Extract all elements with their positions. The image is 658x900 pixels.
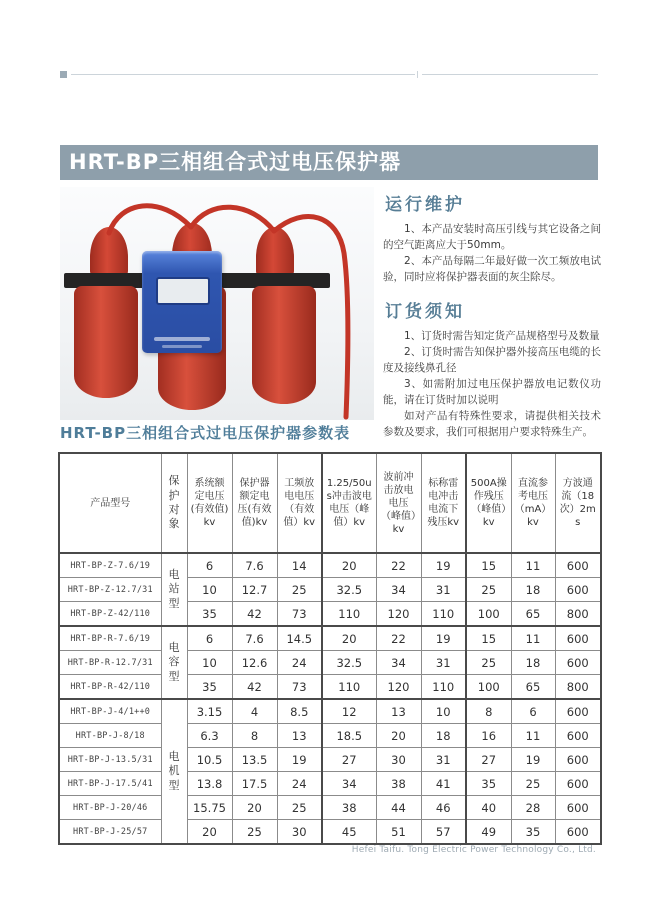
table-cell-model: HRT-BP-Z-12.7/31 [59, 578, 161, 602]
table-cell-value: 16 [466, 724, 511, 748]
table-header-col-9: 直流参考电压（mA）kv [511, 453, 555, 553]
table-cell-value: 7.6 [232, 553, 277, 578]
table-cell-value: 8 [466, 699, 511, 724]
product-photo [60, 187, 374, 420]
table-cell-value: 18 [421, 724, 466, 748]
table-cell-value: 600 [555, 820, 601, 845]
table-cell-value: 11 [511, 724, 555, 748]
ordering-paragraph-3: 3、如需附加过电压保护器放电记数仪功能，请在订货时加以说明 [383, 378, 601, 406]
table-cell-value: 6.3 [187, 724, 232, 748]
table-cell-value: 42 [232, 675, 277, 700]
table-cell-value: 40 [466, 796, 511, 820]
table-cell-model: HRT-BP-J-25/57 [59, 820, 161, 845]
table-cell-value: 20 [232, 796, 277, 820]
table-cell-value: 38 [376, 772, 421, 796]
table-cell-value: 42 [232, 602, 277, 627]
table-cell-value: 24 [277, 772, 322, 796]
table-cell-model: HRT-BP-J-13.5/31 [59, 748, 161, 772]
table-cell-value: 27 [322, 748, 376, 772]
table-cell-value: 800 [555, 675, 601, 700]
table-cell-value: 25 [232, 820, 277, 845]
table-cell-value: 19 [421, 553, 466, 578]
rule-tick [417, 71, 418, 78]
table-row [59, 578, 601, 602]
table-cell-value: 10.5 [187, 748, 232, 772]
table-cell-value: 110 [322, 675, 376, 700]
table-header-col-8: 500A操作残压（峰值）kv [466, 453, 511, 553]
table-cell-value: 4 [232, 699, 277, 724]
table-cell-value: 14.5 [277, 626, 322, 651]
table-cell-value: 20 [187, 820, 232, 845]
table-cell-value: 35 [187, 675, 232, 700]
table-cell-value: 30 [376, 748, 421, 772]
table-cell-value: 31 [421, 748, 466, 772]
table-cell-value: 38 [322, 796, 376, 820]
table-row [59, 602, 601, 627]
table-group-label: 电机型 [161, 699, 187, 844]
table-cell-value: 13 [277, 724, 322, 748]
table-cell-value: 19 [511, 748, 555, 772]
table-cell-value: 25 [466, 651, 511, 675]
table-cell-value: 7.6 [232, 626, 277, 651]
table-cell-value: 600 [555, 699, 601, 724]
table-row [59, 651, 601, 675]
table-cell-value: 600 [555, 748, 601, 772]
table-cell-value: 45 [322, 820, 376, 845]
table-cell-value: 20 [376, 724, 421, 748]
table-cell-value: 600 [555, 626, 601, 651]
table-row [59, 553, 601, 578]
table-header-row [59, 453, 601, 553]
section-title-maintenance: 运行维护 [385, 195, 465, 215]
ordering-paragraph-4: 如对产品有特殊性要求，请提供相关技术参数及要求，我们可根据用户要求特殊生产。 [383, 410, 601, 438]
table-row [59, 699, 601, 724]
table-row [59, 820, 601, 845]
table-cell-value: 6 [187, 553, 232, 578]
table-cell-value: 28 [511, 796, 555, 820]
table-cell-value: 35 [187, 602, 232, 627]
table-cell-value: 14 [277, 553, 322, 578]
table-cell-model: HRT-BP-Z-42/110 [59, 602, 161, 627]
table-cell-value: 10 [421, 699, 466, 724]
table-header-col-10: 方波通流（18次）2ms [555, 453, 601, 553]
table-cell-value: 57 [421, 820, 466, 845]
maintenance-paragraph-2: 2、本产品每隔二年最好做一次工频放电试验，同时应将保护器表面的灰尘除尽。 [383, 255, 601, 283]
table-cell-value: 31 [421, 651, 466, 675]
table-cell-value: 6 [187, 626, 232, 651]
table-cell-value: 34 [376, 651, 421, 675]
table-cell-value: 19 [421, 626, 466, 651]
table-header-col-3: 保护器额定电压(有效值)kv [232, 453, 277, 553]
table-cell-value: 11 [511, 553, 555, 578]
table-cell-value: 25 [466, 578, 511, 602]
table-group-label: 电站型 [161, 553, 187, 626]
page-title: HRT-BP三相组合式过电压保护器 [69, 150, 402, 174]
rule-line-right [422, 74, 598, 75]
table-cell-value: 18 [511, 651, 555, 675]
table-cell-value: 15.75 [187, 796, 232, 820]
table-cell-value: 24 [277, 651, 322, 675]
table-cell-value: 100 [466, 675, 511, 700]
table-row [59, 748, 601, 772]
table-cell-value: 34 [376, 578, 421, 602]
table-cell-value: 65 [511, 675, 555, 700]
table-cell-value: 8.5 [277, 699, 322, 724]
table-cell-value: 10 [187, 651, 232, 675]
table-cell-value: 600 [555, 553, 601, 578]
table-cell-model: HRT-BP-J-8/18 [59, 724, 161, 748]
table-cell-model: HRT-BP-R-42/110 [59, 675, 161, 700]
table-cell-value: 22 [376, 553, 421, 578]
footer-company-name: Hefei Taifu. Tong Electric Power Technology Co., Ltd. [351, 845, 596, 855]
table-cell-value: 25 [511, 772, 555, 796]
table-cell-value: 18 [511, 578, 555, 602]
table-cell-model: HRT-BP-J-17.5/41 [59, 772, 161, 796]
table-cell-value: 30 [277, 820, 322, 845]
table-row [59, 626, 601, 651]
table-cell-value: 6 [511, 699, 555, 724]
info-column [383, 190, 601, 440]
table-cell-value: 32.5 [322, 578, 376, 602]
table-title: HRT-BP三相组合式过电压保护器参数表 [60, 424, 351, 442]
table-cell-model: HRT-BP-R-12.7/31 [59, 651, 161, 675]
table-cell-value: 15 [466, 553, 511, 578]
ordering-paragraph-2: 2、订货时需告知保护器外接高压电缆的长度及接线鼻孔径 [383, 346, 601, 374]
table-cell-value: 8 [232, 724, 277, 748]
table-cell-value: 32.5 [322, 651, 376, 675]
table-cell-value: 31 [421, 578, 466, 602]
table-cell-value: 100 [466, 602, 511, 627]
page-title-bar [60, 145, 598, 180]
table-row [59, 796, 601, 820]
table-cell-value: 800 [555, 602, 601, 627]
table-cell-value: 25 [277, 796, 322, 820]
table-row [59, 724, 601, 748]
table-cell-value: 12.6 [232, 651, 277, 675]
table-group-label: 电容型 [161, 626, 187, 699]
table-cell-value: 13.8 [187, 772, 232, 796]
table-row [59, 772, 601, 796]
table-cell-value: 34 [322, 772, 376, 796]
table-cell-value: 41 [421, 772, 466, 796]
table-header-col-6: 波前冲击放电电压（峰值）kv [376, 453, 421, 553]
table-cell-value: 110 [421, 675, 466, 700]
parameters-table [58, 452, 602, 845]
table-cell-value: 600 [555, 724, 601, 748]
top-rule [60, 71, 598, 80]
table-cell-value: 12 [322, 699, 376, 724]
table-cell-value: 20 [322, 626, 376, 651]
table-cell-model: HRT-BP-R-7.6/19 [59, 626, 161, 651]
table-cell-value: 65 [511, 602, 555, 627]
table-cell-value: 19 [277, 748, 322, 772]
table-cell-value: 110 [322, 602, 376, 627]
table-cell-value: 600 [555, 796, 601, 820]
table-header-col-7: 标称雷电冲击电流下残压kv [421, 453, 466, 553]
rule-line-left [71, 74, 415, 75]
table-cell-value: 35 [511, 820, 555, 845]
table-cell-value: 35 [466, 772, 511, 796]
table-cell-value: 51 [376, 820, 421, 845]
table-cell-value: 11 [511, 626, 555, 651]
table-cell-model: HRT-BP-Z-7.6/19 [59, 553, 161, 578]
table-header-col-2: 系统额定电压(有效值)kv [187, 453, 232, 553]
table-cell-value: 73 [277, 675, 322, 700]
table-cell-value: 110 [421, 602, 466, 627]
rule-square [60, 71, 67, 78]
table-cell-model: HRT-BP-J-20/46 [59, 796, 161, 820]
table-cell-value: 600 [555, 578, 601, 602]
table-cell-value: 10 [187, 578, 232, 602]
red-wires [60, 187, 374, 420]
table-cell-value: 120 [376, 602, 421, 627]
table-cell-value: 44 [376, 796, 421, 820]
table-cell-value: 600 [555, 651, 601, 675]
table-cell-value: 25 [277, 578, 322, 602]
table-cell-value: 17.5 [232, 772, 277, 796]
table-header-col-5: 1.25/50us冲击波电电压（峰值）kv [322, 453, 376, 553]
table-cell-value: 3.15 [187, 699, 232, 724]
table-cell-value: 18.5 [322, 724, 376, 748]
table-cell-value: 20 [322, 553, 376, 578]
table-cell-value: 46 [421, 796, 466, 820]
table-cell-value: 13 [376, 699, 421, 724]
table-cell-value: 73 [277, 602, 322, 627]
table-cell-value: 27 [466, 748, 511, 772]
ordering-paragraph-1: 1、订货时需告知定货产品规格型号及数量 [404, 330, 600, 342]
table-header-col-0: 产品型号 [59, 453, 161, 553]
maintenance-paragraph-1: 1、本产品安装时高压引线与其它设备之间的空气距离应大于50mm。 [383, 223, 601, 251]
table-cell-value: 15 [466, 626, 511, 651]
table-cell-value: 22 [376, 626, 421, 651]
table-cell-value: 600 [555, 772, 601, 796]
table-cell-value: 120 [376, 675, 421, 700]
table-row [59, 675, 601, 700]
table-header-col-1: 保护对象 [161, 453, 187, 553]
table-header-col-4: 工频放电电压（有效值）kv [277, 453, 322, 553]
table-cell-value: 12.7 [232, 578, 277, 602]
table-cell-value: 49 [466, 820, 511, 845]
table-cell-model: HRT-BP-J-4/1++0 [59, 699, 161, 724]
section-title-ordering: 订货须知 [385, 302, 465, 322]
table-cell-value: 13.5 [232, 748, 277, 772]
